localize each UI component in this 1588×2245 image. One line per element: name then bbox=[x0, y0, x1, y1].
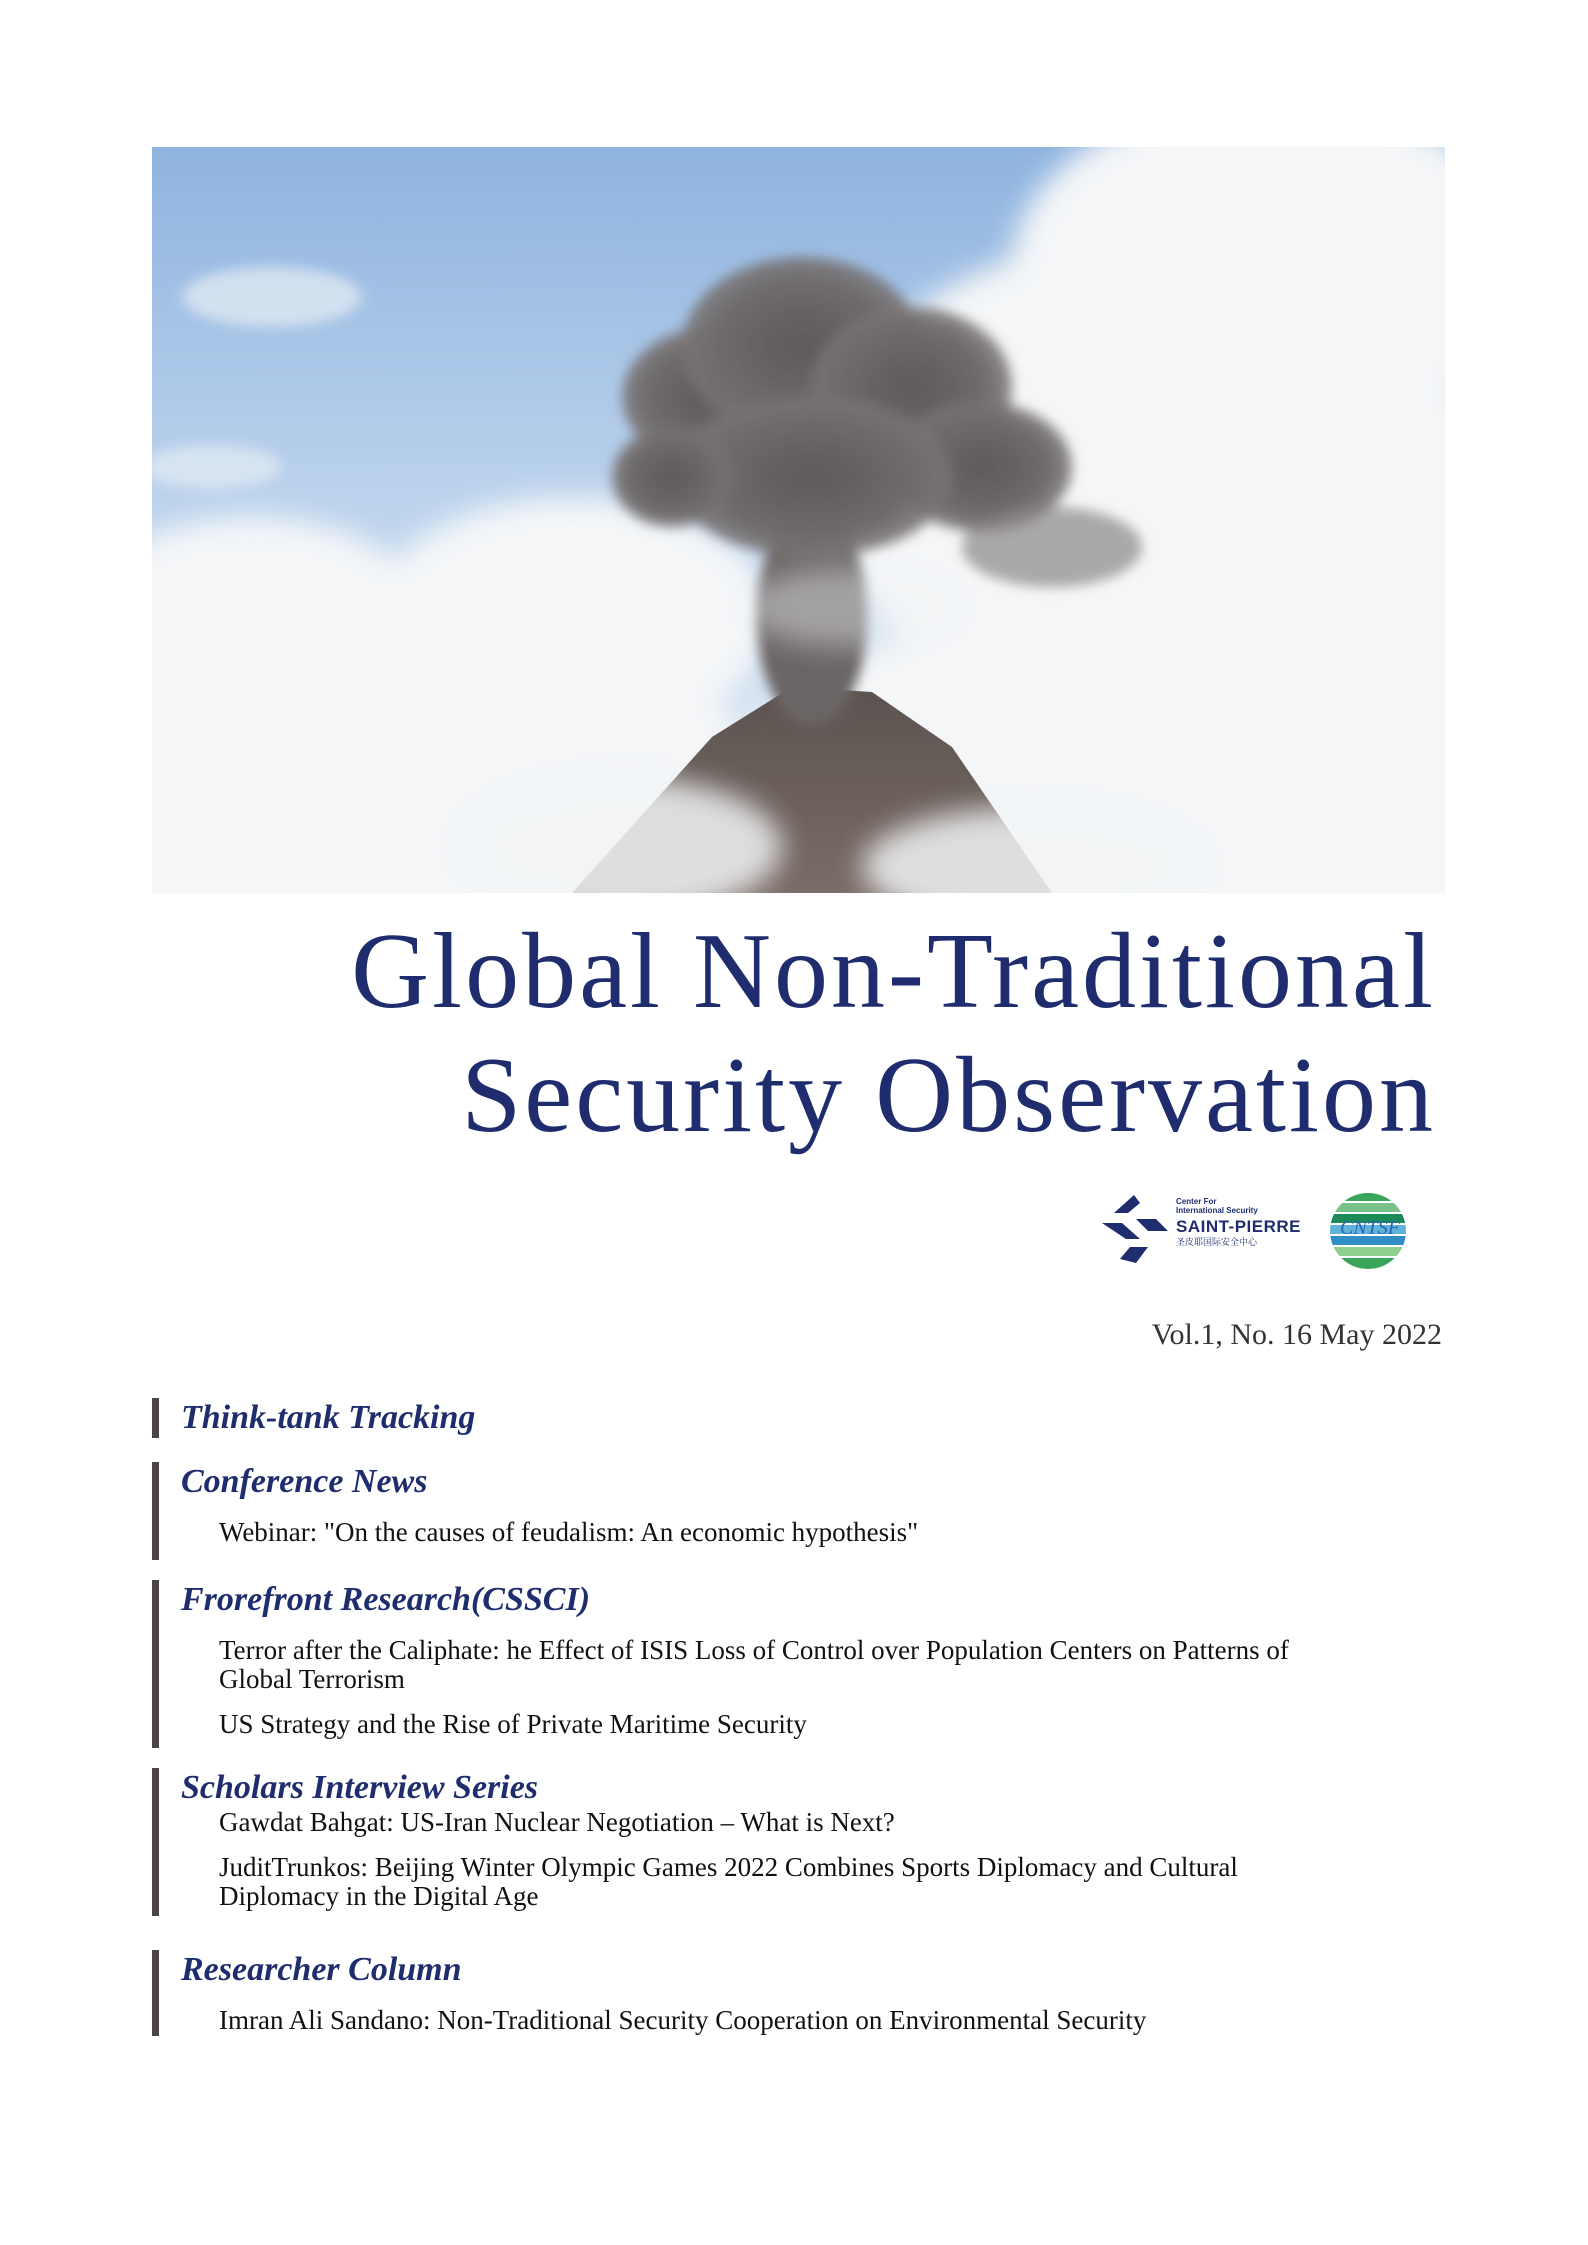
toc-section-forefront bbox=[152, 1580, 1289, 1748]
toc-heading: Scholars Interview Series bbox=[181, 1769, 539, 1806]
toc-heading: Frorefront Research(CSSCI) bbox=[181, 1581, 591, 1618]
logo-chinese: 圣皮耶国际安全中心 bbox=[1176, 1237, 1258, 1247]
toc-item[interactable]: Terror after the Caliphate: he Effect of ISIS Loss of Control over Population Centers on Patterns of bbox=[219, 1635, 1289, 1665]
logo-line-2: International Security bbox=[1176, 1206, 1258, 1215]
toc-heading: Think-tank Tracking bbox=[181, 1399, 476, 1436]
toc-item[interactable]: JuditTrunkos: Beijing Winter Olympic Games 2022 Combines Sports Diplomacy and Cultural bbox=[219, 1852, 1238, 1882]
toc-section-researcher bbox=[152, 1950, 1146, 2036]
saint-pierre-logo-text bbox=[1176, 1197, 1301, 1248]
toc-item[interactable]: US Strategy and the Rise of Private Maritime Security bbox=[219, 1709, 807, 1739]
toc-item[interactable]: Webinar: "On the causes of feudalism: An economic hypothesis" bbox=[219, 1517, 919, 1547]
toc-section-conference bbox=[152, 1462, 918, 1560]
toc-item[interactable]: Imran Ali Sandano: Non-Traditional Security Cooperation on Environmental Security bbox=[219, 2005, 1147, 2035]
logo-line-1: Center For bbox=[1176, 1197, 1217, 1206]
publisher-logos bbox=[1100, 1185, 1450, 1275]
toc-item[interactable]: Gawdat Bahgat: US-Iran Nuclear Negotiation – What is Next? bbox=[219, 1807, 895, 1837]
cover-image bbox=[152, 147, 1445, 893]
toc-heading: Conference News bbox=[181, 1463, 428, 1500]
toc-item-continued[interactable]: Diplomacy in the Digital Age bbox=[219, 1881, 539, 1911]
toc-item-continued[interactable]: Global Terrorism bbox=[219, 1664, 405, 1694]
saint-pierre-logo-icon bbox=[1100, 1193, 1170, 1265]
issue-info: Vol.1, No. 16 May 2022 bbox=[1151, 1318, 1442, 1351]
publication-title bbox=[351, 910, 1436, 1158]
logo-name: SAINT-PIERRE bbox=[1176, 1217, 1302, 1236]
title-line-2: Security Observation bbox=[461, 1036, 1436, 1155]
toc-heading: Researcher Column bbox=[181, 1951, 462, 1988]
toc-section-think-tank bbox=[152, 1398, 475, 1438]
cntsf-logo-label: CNTSF bbox=[1340, 1217, 1401, 1239]
toc-section-scholars bbox=[152, 1768, 1238, 1916]
title-line-1: Global Non-Traditional bbox=[351, 912, 1436, 1031]
